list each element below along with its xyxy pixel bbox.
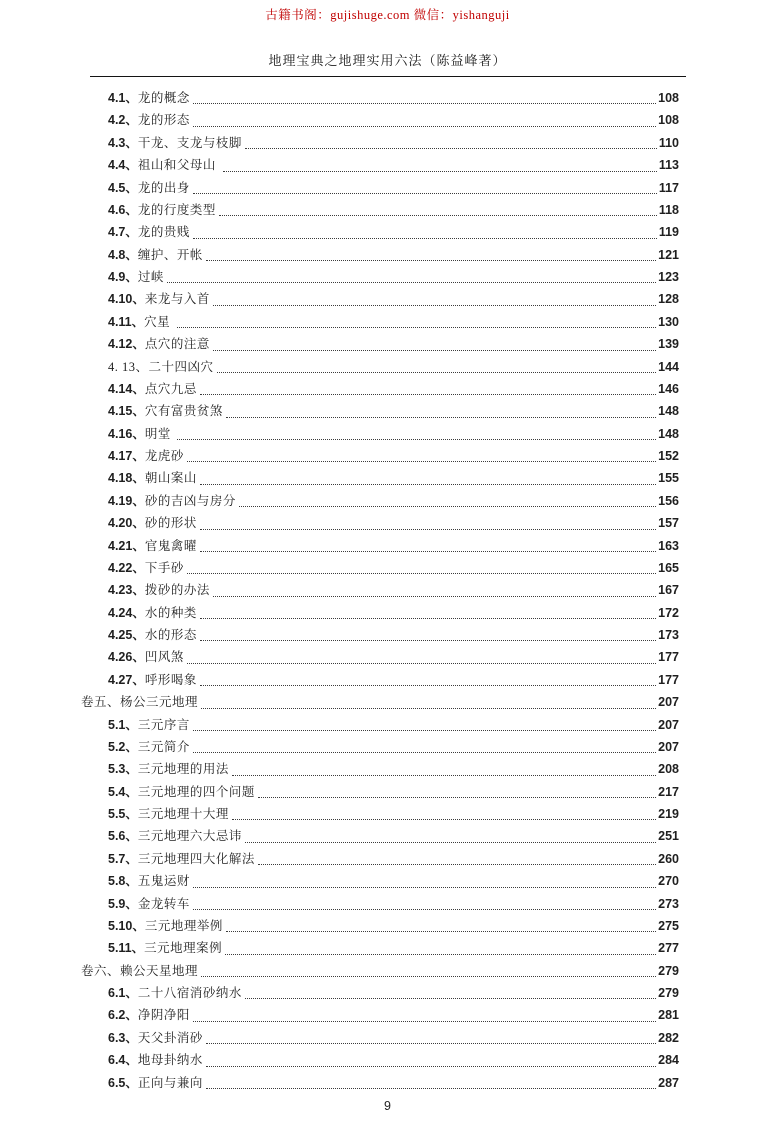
toc-entry-number: 卷六、	[81, 963, 121, 978]
dot-leader	[226, 931, 656, 932]
toc-entry-title: 二十四凶穴	[148, 359, 214, 374]
dot-leader	[206, 1088, 656, 1089]
toc-entry-title: 金龙转车	[137, 896, 190, 911]
toc-entry-page: 165	[658, 560, 679, 575]
toc-entry[interactable]	[81, 199, 679, 221]
dot-leader	[213, 305, 656, 306]
toc-entry[interactable]	[81, 311, 679, 333]
toc-entry[interactable]	[81, 781, 679, 803]
toc-entry-title: 砂的吉凶与房分	[144, 493, 236, 508]
document-header	[90, 50, 686, 77]
dot-leader	[193, 752, 656, 753]
toc-entry[interactable]	[81, 848, 679, 870]
toc-entry-title: 穴有富贵贫煞	[144, 404, 223, 419]
toc-entry-title: 干龙、支龙与枝脚	[137, 135, 242, 150]
toc-entry-page: 275	[658, 918, 679, 933]
toc-entry-page: 139	[658, 337, 679, 352]
toc-entry[interactable]	[81, 1004, 679, 1026]
toc-entry[interactable]	[81, 691, 679, 713]
toc-entry-page: 260	[658, 851, 679, 866]
dot-leader	[239, 506, 656, 507]
toc-entry-page: 130	[658, 314, 679, 329]
toc-entry[interactable]	[81, 758, 679, 780]
toc-entry-title: 下手砂	[144, 560, 184, 575]
toc-entry[interactable]	[81, 960, 679, 982]
toc-entry-title: 点穴的注意	[144, 337, 210, 352]
toc-entry-title: 来龙与入首	[144, 292, 210, 307]
toc-entry[interactable]	[81, 378, 679, 400]
dot-leader	[193, 887, 656, 888]
toc-entry-number: 4.5、	[108, 180, 138, 195]
dot-leader	[213, 350, 656, 351]
toc-entry-title: 三元地理举例	[144, 918, 223, 933]
dot-leader	[187, 573, 656, 574]
toc-entry-title: 净阴净阳	[137, 1008, 190, 1023]
toc-entry-page: 173	[658, 628, 679, 642]
toc-entry-title: 三元地理四大化解法	[137, 851, 255, 866]
dot-leader	[245, 998, 656, 999]
toc-entry-page: 118	[658, 202, 679, 217]
toc-entry-number: 4.18、	[108, 471, 145, 486]
toc-entry-title: 二十八宿消砂纳水	[137, 986, 242, 1000]
dot-leader	[167, 282, 656, 283]
toc-entry[interactable]	[81, 154, 679, 176]
dot-leader	[232, 819, 656, 820]
toc-entry-page: 123	[658, 270, 679, 284]
dot-leader	[258, 797, 656, 798]
toc-entry-title: 五鬼运财	[137, 874, 190, 889]
toc-entry-page: 155	[658, 471, 679, 486]
toc-entry-title: 呼形喝象	[144, 672, 197, 687]
toc-entry-page: 113	[658, 158, 679, 173]
toc-entry[interactable]	[81, 512, 679, 534]
toc-entry-title: 三元地理十大理	[137, 807, 229, 821]
toc-entry-title: 官鬼禽曜	[144, 538, 197, 553]
toc-entry-number: 6.4、	[108, 1053, 138, 1068]
toc-entry-title: 三元序言	[137, 717, 190, 732]
toc-entry-page: 207	[658, 717, 679, 732]
toc-entry[interactable]	[81, 467, 679, 489]
toc-entry-title: 赖公天星地理	[120, 963, 199, 978]
toc-entry-title: 杨公三元地理	[120, 695, 199, 710]
toc-entry-title: 龙的出身	[137, 180, 190, 195]
toc-entry-page: 177	[658, 672, 679, 687]
dot-leader	[187, 663, 656, 664]
toc-entry-title: 过峡	[137, 270, 164, 284]
dot-leader	[200, 618, 656, 619]
toc-entry-number: 4.19、	[108, 493, 145, 508]
toc-entry-page: 277	[658, 941, 679, 956]
toc-entry-number: 5.5、	[108, 807, 138, 821]
toc-entry-page: 270	[658, 874, 679, 889]
toc-entry-page: 148	[658, 404, 679, 419]
site-watermark-header: 古籍书阁：gujishuge.com 微信：yishanguji	[265, 8, 510, 22]
toc-entry-number: 4.20、	[108, 516, 145, 531]
toc-entry-number: 6.5、	[108, 1075, 138, 1090]
toc-entry[interactable]	[81, 445, 679, 467]
toc-entry-number: 4.21、	[108, 538, 145, 553]
toc-entry-number: 4.6、	[108, 202, 138, 217]
dot-leader	[200, 640, 656, 641]
toc-entry[interactable]	[81, 669, 679, 691]
toc-entry-page: 121	[658, 247, 679, 262]
toc-entry-number: 4.27、	[108, 672, 145, 687]
toc-entry-title: 砂的形状	[144, 516, 197, 531]
toc-entry-page: 119	[658, 225, 679, 240]
toc-entry[interactable]	[81, 288, 679, 310]
toc-entry-number: 4.10、	[108, 292, 145, 307]
page-number: 9	[384, 1098, 391, 1113]
toc-entry-title: 凹风煞	[144, 650, 184, 665]
dot-leader	[217, 372, 657, 373]
dot-leader	[193, 103, 656, 104]
toc-entry-title: 龙的贵贱	[137, 225, 190, 240]
toc-entry[interactable]	[81, 109, 679, 131]
toc-entry-number: 6.2、	[108, 1008, 138, 1023]
dot-leader	[177, 439, 656, 440]
toc-entry-page: 146	[658, 381, 679, 396]
toc-entry-page: 128	[658, 292, 679, 307]
toc-entry-title: 点穴九忌	[144, 381, 197, 396]
toc-entry-number: 5.4、	[108, 784, 138, 799]
toc-entry-page: 110	[658, 135, 679, 150]
toc-entry-number: 4.24、	[108, 605, 145, 620]
toc-entry-number: 4.26、	[108, 650, 145, 665]
toc-entry[interactable]	[81, 557, 679, 579]
toc-entry-title: 缠护、开帐	[137, 247, 203, 262]
toc-entry-title: 三元简介	[137, 739, 190, 754]
toc-entry-number: 4.3、	[108, 135, 138, 150]
dot-leader	[193, 909, 656, 910]
toc-entry[interactable]	[81, 333, 679, 355]
toc-entry-page: 207	[658, 695, 679, 710]
dot-leader	[193, 238, 657, 239]
toc-entry-title: 龙的形态	[137, 113, 190, 128]
dot-leader	[193, 193, 657, 194]
dot-leader	[200, 551, 656, 552]
toc-entry-number: 5.10、	[108, 918, 145, 933]
toc-entry[interactable]	[81, 937, 679, 959]
toc-entry-number: 4.7、	[108, 225, 138, 240]
toc	[81, 87, 679, 1094]
toc-entry-title: 龙的行度类型	[137, 202, 216, 217]
toc-entry-number: 6.3、	[108, 1030, 138, 1045]
dot-leader	[258, 864, 656, 865]
toc-entry[interactable]	[81, 132, 679, 154]
toc-entry[interactable]	[81, 490, 679, 512]
dot-leader	[226, 417, 656, 418]
dot-leader	[193, 1021, 656, 1022]
toc-entry-page: 217	[658, 784, 679, 799]
toc-entry-page: 282	[658, 1030, 679, 1045]
toc-entry-title: 明堂	[144, 426, 175, 441]
toc-entry[interactable]	[81, 803, 679, 825]
toc-entry[interactable]	[81, 87, 679, 109]
toc-entry[interactable]	[81, 1027, 679, 1049]
toc-entry[interactable]	[81, 266, 679, 288]
toc-entry-title: 三元地理的用法	[137, 762, 229, 777]
toc-entry-number: 4.2、	[108, 113, 138, 128]
dot-leader	[200, 394, 656, 395]
toc-entry-number: 4.23、	[108, 583, 145, 598]
toc-entry-page: 284	[658, 1053, 679, 1068]
toc-entry-title: 三元地理的四个问题	[137, 784, 255, 799]
toc-entry-page: 172	[658, 605, 679, 620]
toc-entry[interactable]	[81, 423, 679, 445]
toc-entry-number: 5.7、	[108, 851, 138, 866]
toc-entry-page: 279	[658, 963, 679, 978]
toc-entry[interactable]	[81, 646, 679, 668]
dot-leader	[193, 126, 656, 127]
dot-leader	[200, 685, 656, 686]
dot-leader	[206, 1043, 656, 1044]
toc-entry-number: 5.6、	[108, 829, 138, 844]
toc-entry-number: 5.3、	[108, 762, 138, 777]
dot-leader	[213, 596, 656, 597]
toc-entry-page: 156	[658, 493, 679, 508]
toc-entry-page: 207	[658, 739, 679, 754]
toc-entry-number: 卷五、	[81, 695, 121, 710]
toc-entry-title: 三元地理六大忌讳	[137, 829, 242, 844]
dot-leader	[223, 171, 657, 172]
toc-entry[interactable]	[81, 356, 679, 378]
toc-entry[interactable]	[81, 177, 679, 199]
toc-entry-page: 167	[658, 583, 679, 598]
toc-entry-number: 4.8、	[108, 247, 138, 262]
toc-entry-page: 177	[658, 650, 679, 665]
dot-leader	[201, 708, 656, 709]
toc-entry-page: 279	[658, 986, 679, 1000]
dot-leader	[245, 148, 657, 149]
toc-entry[interactable]	[81, 870, 679, 892]
toc-entry-number: 5.1、	[108, 717, 138, 732]
toc-entry-number: 4.4、	[108, 158, 138, 173]
dot-leader	[225, 954, 656, 955]
toc-entry-page: 163	[658, 538, 679, 553]
dot-leader	[232, 775, 656, 776]
toc-entry-title: 拨砂的办法	[144, 583, 210, 598]
toc-entry-title: 穴星	[144, 314, 174, 329]
toc-entry-title: 地母卦纳水	[137, 1053, 203, 1068]
toc-entry-page: 281	[658, 1008, 679, 1023]
dot-leader	[187, 461, 656, 462]
toc-entry[interactable]	[81, 736, 679, 758]
toc-entry-number: 4.14、	[108, 381, 145, 396]
toc-entry[interactable]	[81, 602, 679, 624]
toc-entry[interactable]	[81, 982, 679, 1004]
toc-entry-title: 水的形态	[144, 628, 197, 642]
dot-leader	[200, 529, 656, 530]
toc-entry-page: 152	[658, 449, 679, 463]
toc-entry-title: 正向与兼向	[137, 1075, 203, 1090]
toc-entry-number: 5.11、	[108, 941, 145, 956]
toc-entry-number: 4.1、	[108, 91, 138, 105]
toc-entry[interactable]	[81, 893, 679, 915]
dot-leader	[200, 484, 656, 485]
dot-leader	[206, 260, 656, 261]
toc-entry-number: 5.8、	[108, 874, 138, 889]
toc-entry[interactable]	[81, 535, 679, 557]
toc-entry-number: 5.9、	[108, 896, 138, 911]
toc-entry-number: 4.9、	[108, 270, 138, 284]
toc-entry-page: 108	[658, 113, 679, 128]
toc-entry-title: 龙虎砂	[144, 449, 184, 463]
toc-entry-number: 6.1、	[108, 986, 138, 1000]
toc-entry-title: 朝山案山	[144, 471, 197, 486]
toc-entry-title: 三元地理案例	[144, 941, 223, 956]
toc-entry-title: 天父卦消砂	[137, 1030, 203, 1045]
toc-entry-page: 251	[658, 829, 679, 844]
toc-entry-number: 4.25、	[108, 628, 145, 642]
toc-entry-title: 祖山和父母山	[137, 158, 220, 173]
toc-entry[interactable]	[81, 915, 679, 937]
toc-entry-page: 208	[658, 762, 679, 777]
toc-entry[interactable]	[81, 1049, 679, 1071]
toc-entry-page: 273	[658, 896, 679, 911]
toc-entry[interactable]	[81, 244, 679, 266]
toc-entry-number: 4.16、	[108, 426, 145, 441]
dot-leader	[193, 730, 656, 731]
toc-entry-page: 287	[658, 1075, 679, 1090]
dot-leader	[206, 1066, 656, 1067]
toc-entry-page: 219	[658, 807, 679, 821]
dot-leader	[201, 976, 656, 977]
dot-leader	[245, 842, 656, 843]
toc-entry-page: 148	[658, 426, 679, 441]
toc-entry-number: 4.12、	[108, 337, 145, 352]
toc-entry-number: 4.15、	[108, 404, 145, 419]
toc-entry-title: 龙的概念	[137, 91, 190, 105]
toc-entry[interactable]	[81, 579, 679, 601]
toc-entry[interactable]	[81, 400, 679, 422]
toc-entry[interactable]	[81, 221, 679, 243]
toc-entry-page: 157	[658, 516, 679, 531]
dot-leader	[177, 327, 656, 328]
toc-entry-page: 144	[658, 359, 679, 374]
toc-entry-page: 117	[658, 180, 679, 195]
toc-entry[interactable]	[81, 1072, 679, 1094]
toc-entry-title: 水的种类	[144, 605, 197, 620]
toc-entry-page: 108	[658, 91, 679, 105]
dot-leader	[219, 215, 657, 216]
toc-entry[interactable]	[81, 624, 679, 646]
document-title: 地理宝典之地理实用六法（陈益峰著）	[268, 53, 507, 68]
toc-entry-number: 4.22、	[108, 560, 145, 575]
toc-entry-number: 4.17、	[108, 449, 145, 463]
toc-entry[interactable]	[81, 714, 679, 736]
toc-entry-number: 5.2、	[108, 739, 138, 754]
toc-entry-number: 4. 13、	[108, 359, 149, 374]
toc-entry[interactable]	[81, 825, 679, 847]
toc-entry-number: 4.11、	[108, 314, 145, 329]
